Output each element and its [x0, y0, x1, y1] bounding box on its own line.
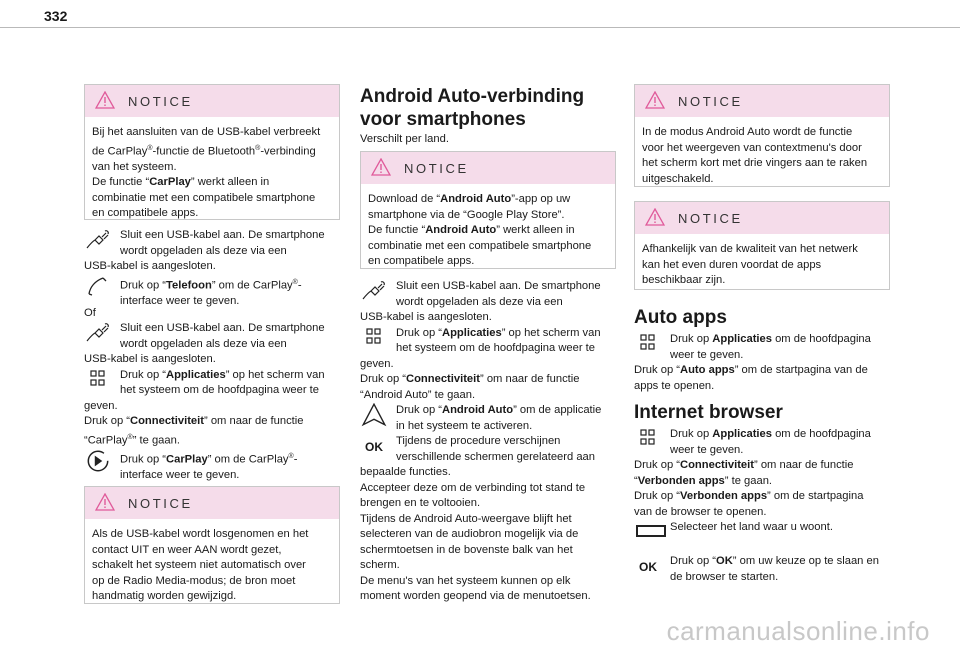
section-heading-android-auto: Android Auto-verbinding voor smartphones: [360, 86, 585, 130]
notice-box-context-menu: [634, 84, 890, 187]
notice-header: [635, 85, 889, 117]
notice-header: [85, 85, 339, 117]
intro-text: Verschilt per land.: [360, 133, 449, 145]
android-auto-instructions: Sluit een USB-kabel aan. De smartphone wordt opgeladen als deze via een USB-kabel is aangesloten. Druk op “Applicaties” op het scherm van het systeem om de hoofdpagina weer te geven. Druk op “Connectiviteit” om naar de functie “Android Auto” te gaan. Druk op “Android Auto” om de applicatie in het systeem te activeren. OK Tijdens de procedure verschijnen verschillende schermen gerelateerd aan bepaalde functies. Accepteer deze om de verbinding tot stand te brengen en te voltooien. Tijdens de Android Auto-weergave blijft het selecteren van de audiobron mogelijk via de schermtoetsen in de bovenste balk van het scherm. De menu's van het systeem kunnen op elk moment worden geopend via de menutoetsen.: [360, 280, 602, 602]
applications-grid-icon: [634, 427, 662, 449]
header-divider: [0, 27, 960, 28]
warning-icon: [95, 493, 115, 511]
warning-icon: [371, 158, 391, 176]
ok-icon: OK: [639, 560, 657, 574]
notice-title: NOTICE: [128, 496, 193, 511]
applications-grid-icon: [360, 326, 388, 348]
phone-icon: [84, 275, 112, 297]
notice-box-usb: [84, 486, 340, 604]
carplay-instructions: Sluit een USB-kabel aan. De smartphone wordt opgeladen als deze via een USB-kabel is aangesloten. Druk op “Telefoon” om de CarPlay®- interface weer te geven. Of Sluit een USB-kabel aan. De smartphone wordt opgeladen als deze via een USB-kabel is aangesloten. Druk op “Applicaties” op het scherm van het systeem om de hoofdpagina weer te geven. Druk op “Connectiviteit” om naar de functie “CarPlay®” te gaan. Druk op “CarPlay” om de CarPlay®- interface weer te geven.: [84, 229, 325, 481]
usb-cable-icon: [84, 321, 112, 343]
notice-title: NOTICE: [678, 94, 743, 109]
notice-header: [85, 487, 339, 519]
ok-icon: OK: [365, 440, 383, 454]
notice-box-network: [634, 201, 890, 290]
usb-cable-icon: [84, 228, 112, 250]
warning-icon: [645, 208, 665, 226]
android-auto-icon: [360, 403, 388, 427]
notice-body: Afhankelijk van de kwaliteit van het netwerk kan het even duren voordat de apps beschikbaar zijn.: [642, 243, 858, 286]
notice-box-carplay: [84, 84, 340, 220]
notice-box-android-auto: [360, 151, 616, 269]
notice-title: NOTICE: [678, 211, 743, 226]
warning-icon: [95, 91, 115, 109]
country-list-icon: [634, 520, 668, 542]
warning-icon: [645, 91, 665, 109]
applications-grid-icon: [84, 368, 112, 390]
notice-body: Download de “Android Auto”-app op uw smartphone via de “Google Play Store”. De functie “Android Auto” werkt alleen in combinatie met een compatibele smartphone en compatibele apps.: [368, 193, 592, 267]
watermark: carmanualsonline.info: [666, 616, 930, 646]
notice-header: [635, 202, 889, 234]
notice-title: NOTICE: [128, 94, 193, 109]
notice-body: Als de USB-kabel wordt losgenomen en het contact UIT en weer AAN wordt gezet, schakelt het systeem niet automatisch over op de Radio Media-modus; de bron moet handmatig worden gewijzigd.: [92, 528, 309, 602]
notice-title: NOTICE: [404, 161, 469, 176]
notice-body: In de modus Android Auto wordt de functie voor het weergeven van contextmenu's door het scherm kort met drie vingers aan te raken uitgeschakeld.: [642, 126, 868, 185]
notice-header: [361, 152, 615, 184]
page-number: 332: [44, 8, 68, 24]
section-heading-auto-apps: Auto apps: [634, 307, 727, 328]
carplay-icon: [84, 449, 112, 473]
browser-instructions: Druk op Applicaties om de hoofdpagina weer te geven. Druk op “Connectiviteit” om naar de functie “Verbonden apps” te gaan. Druk op “Verbonden apps” om de startpagina van de browser te openen. Selecteer het land waar u woont. OK Druk op “OK” om uw keuze op te slaan en de browser te starten.: [634, 428, 879, 583]
usb-cable-icon: [360, 279, 388, 301]
auto-apps-instructions: Druk op Applicaties om de hoofdpagina weer te geven. Druk op “Auto apps” om de startpagina van de apps te openen.: [634, 333, 871, 392]
notice-body: Bij het aansluiten van de USB-kabel verbreekt de CarPlay®-functie de Bluetooth®-verbinding van het systeem. De functie “CarPlay” werkt alleen in combinatie met een compatibele smartphone en compatibele apps.: [92, 126, 321, 220]
section-heading-internet-browser: Internet browser: [634, 402, 783, 423]
applications-grid-icon: [634, 332, 662, 354]
